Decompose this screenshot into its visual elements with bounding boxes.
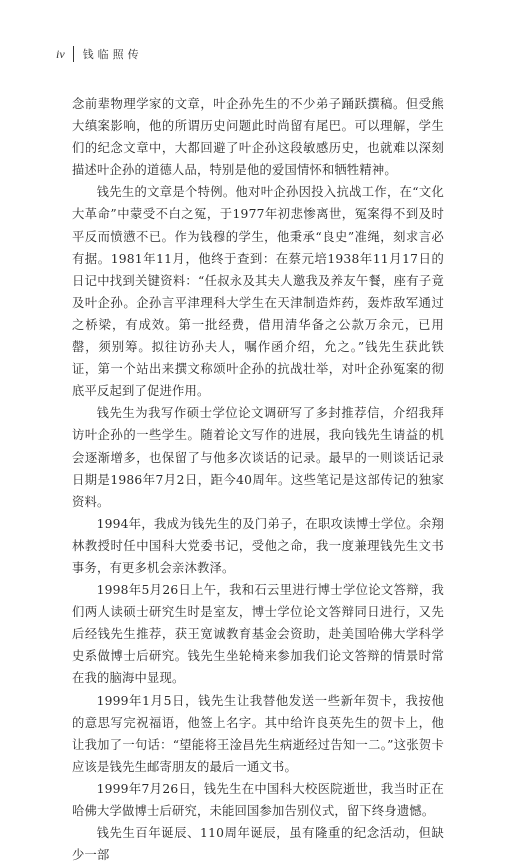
page-number: iv xyxy=(56,46,65,61)
paragraph: 钱先生的文章是个特例。他对叶企孙因投入抗战工作，在“文化大革命”中蒙受不白之冤，于1977年初悲惨离世，冤案得不到及时平反而愤懑不已。作为钱穆的学生，他秉承“良史”准绳，刻求言必有据。1981年11月，他终于查到：在蔡元培1938年11月17日的日记中找到关键资料：“任叔永及其夫人邀我及养友午餐，座有子竟及叶企孙。企孙言平津理科大学生在天津制造炸药，轰炸敌军通过之桥梁，有成效。第一批经费，借用清华备之公款万余元，已用罄，须别筹。拟往访孙夫人，嘱作函介绍，允之。”钱先生获此铁证，第一个站出来撰文称颂叶企孙的抗战壮举，对叶企孙冤案的彻底平反起到了促进作用。 xyxy=(72,185,444,399)
paragraph: 钱先生为我写作硕士学位论文调研写了多封推荐信，介绍我拜访叶企孙的一些学生。随着论文写作的进展，我向钱先生请益的机会逐渐增多，也保留了与他多次谈话的记录。最早的一则谈话记录日期是1986年7月2日，距今40周年。这些笔记是这部传记的独家资料。 xyxy=(72,406,444,509)
paragraph: 1998年5月26日上午，我和石云里进行博士学位论文答辩，我们两人读硕士研究生时是室友，博士学位论文答辩同日进行，又先后经钱先生推荐，获王宽诚教育基金会资助，赴美国哈佛大学科学史系做博士后研究。钱先生坐轮椅来参加我们论文答辩的情景时常在我的脑海中显现。 xyxy=(72,583,444,686)
book-title: 钱临照传 xyxy=(82,48,143,61)
paragraph: 1999年7月26日，钱先生在中国科大校医院逝世，我当时正在哈佛大学做博士后研究，未能回国参加告别仪式，留下终身遗憾。 xyxy=(72,781,444,818)
body-text xyxy=(72,93,444,866)
paragraph: 1994年，我成为钱先生的及门弟子，在职攻读博士学位。余翔林教授时任中国科大党委书记，受他之命，我一度兼理钱先生文书事务，有更多机会亲沐教泽。 xyxy=(72,516,444,575)
header-divider xyxy=(73,46,74,62)
paragraph: 钱先生百年诞辰、110周年诞辰，虽有隆重的纪念活动，但缺少一部 xyxy=(72,826,444,863)
paragraph: 念前辈物理学家的文章，叶企孙先生的不少弟子踊跃撰稿。但受熊大缜案影响，他的所谓历史问题此时尚留有尾巴。可以理解，学生们的纪念文章中，大都回避了叶企孙这段敏感历史，也就难以深刻描述叶企孙的道德人品，特别是他的爱国情怀和牺牲精神。 xyxy=(72,97,444,178)
paragraph: 1999年1月5日，钱先生让我替他发送一些新年贺卡，我按他的意思写完祝福语，他签上名字。其中给许良英先生的贺卡上，他让我加了一句话：“望能将王淦昌先生病逝经过告知一二。”这张贺卡应该是钱先生邮寄朋友的最后一通文书。 xyxy=(72,693,444,774)
running-header xyxy=(56,44,143,64)
